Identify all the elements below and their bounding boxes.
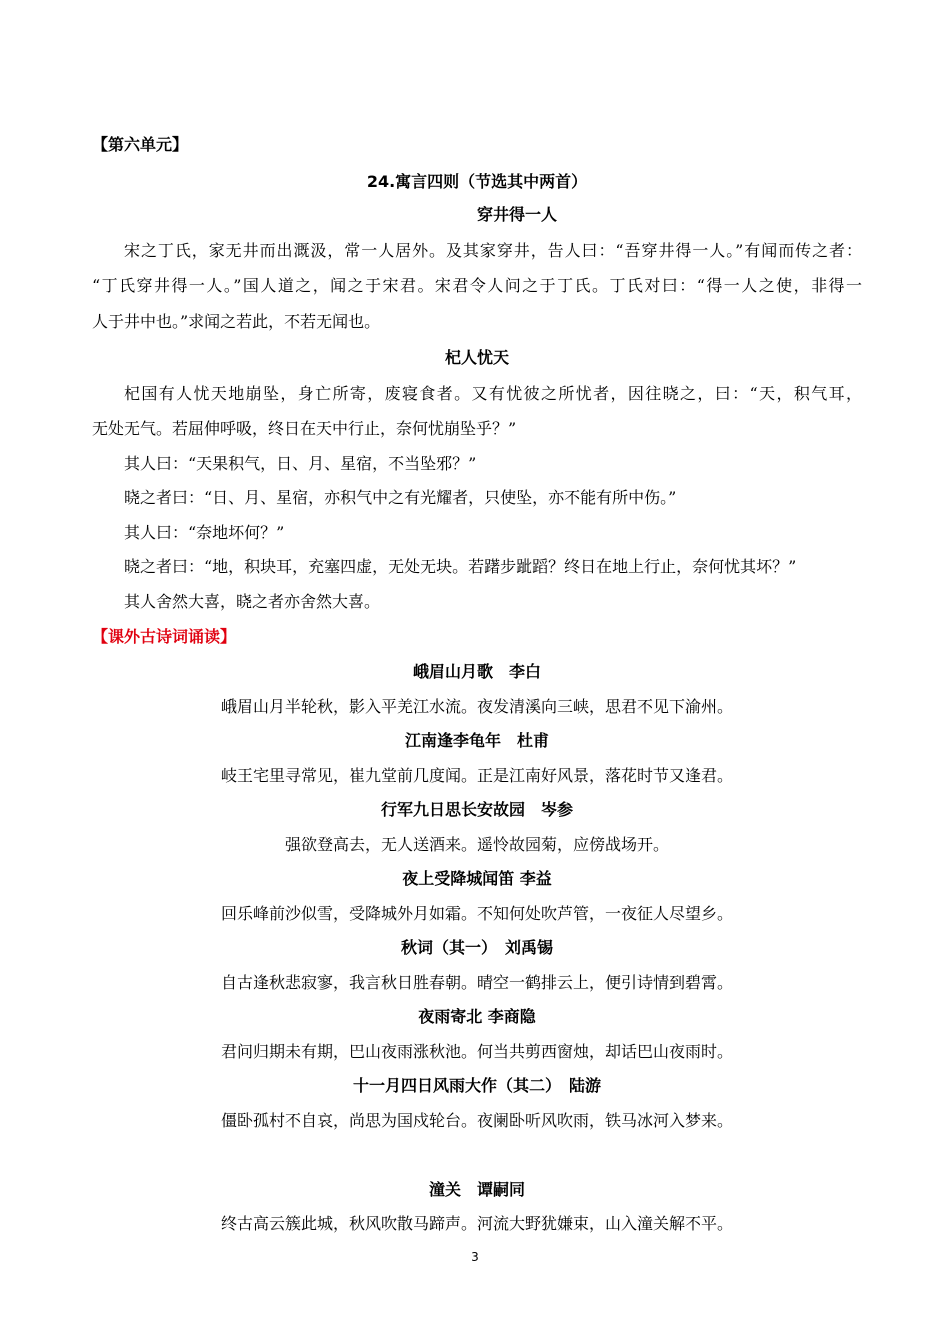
lesson-title: 24.寓言四则（节选其中两首） xyxy=(366,172,588,191)
fable2-line: 其人曰：“天果积气，日、月、星宿，不当坠邪？” xyxy=(124,454,477,473)
extra-reading-heading: 【课外古诗词诵读】 xyxy=(92,627,237,646)
poem-title: 行军九日思长安故园 岑参 xyxy=(380,800,573,819)
fable2-line: 杞国有人忧天地崩坠，身亡所寄，废寝食者。又有忧彼之所忧者，因往晓之，曰：“天，积气耳， xyxy=(124,384,862,403)
poem-title: 夜上受降城闻笛 李益 xyxy=(402,869,552,888)
poem-text: 终古高云簇此城，秋风吹散马蹄声。河流大野犹嫌束，山入潼关解不平。 xyxy=(220,1214,733,1233)
fable2-line: 其人曰：“奈地坏何？” xyxy=(124,523,285,542)
poem-text: 自古逢秋悲寂寥，我言秋日胜春朝。晴空一鹤排云上，便引诗情到碧霄。 xyxy=(220,973,733,992)
poem-title: 十一月四日风雨大作（其二） 陆游 xyxy=(352,1076,601,1095)
fable2-line: 其人舍然大喜，晓之者亦舍然大喜。 xyxy=(124,592,381,611)
fable2-title: 杞人忧天 xyxy=(444,348,509,367)
poem-text: 回乐峰前沙似雪，受降城外月如霜。不知何处吹芦管，一夜征人尽望乡。 xyxy=(220,904,733,923)
poem-title: 秋词（其一） 刘禹锡 xyxy=(400,938,553,957)
poem-title: 潼关 谭嗣同 xyxy=(428,1180,525,1199)
poem-title: 峨眉山月歌 李白 xyxy=(412,662,541,681)
fable2-line: 晓之者曰：“日、月、星宿，亦积气中之有光耀者，只使坠，亦不能有所中伤。” xyxy=(124,488,677,507)
fable2-line: 晓之者曰：“地，积块耳，充塞四虚，无处无块。若躇步跐蹈？终日在地上行止，奈何忧其坏？” xyxy=(124,557,797,576)
poem-text: 岐王宅里寻常见，崔九堂前几度闻。正是江南好风景，落花时节又逢君。 xyxy=(220,766,733,785)
fable1-line: 人于井中也。”求闻之若此，不若无闻也。 xyxy=(92,312,381,331)
page-number: 3 xyxy=(471,1250,479,1264)
fable2-line: 无处无气。若屈伸呼吸，终日在天中行止，奈何忧崩坠乎？” xyxy=(92,419,517,438)
unit-heading: 【第六单元】 xyxy=(92,135,189,154)
fable1-title: 穿井得一人 xyxy=(476,205,557,224)
poem-title: 夜雨寄北 李商隐 xyxy=(418,1007,536,1026)
poem-text: 强欲登高去，无人送酒来。遥怜故园菊，应傍战场开。 xyxy=(284,835,669,854)
poem-text: 僵卧孤村不自哀，尚思为国戍轮台。夜阑卧听风吹雨，铁马冰河入梦来。 xyxy=(220,1111,733,1130)
poem-text: 峨眉山月半轮秋，影入平羌江水流。夜发清溪向三峡，思君不见下渝州。 xyxy=(220,697,733,716)
fable1-line: 宋之丁氏，家无井而出溉汲，常一人居外。及其家穿井，告人曰：“吾穿井得一人。”有闻而传之者： xyxy=(124,241,862,260)
poem-title: 江南逢李龟年 杜甫 xyxy=(404,731,549,750)
fable1-line: “丁氏穿井得一人。”国人道之，闻之于宋君。宋君令人问之于丁氏。丁氏对曰：“得一人之使，非得一 xyxy=(92,276,862,295)
poem-text: 君问归期未有期，巴山夜雨涨秋池。何当共剪西窗烛，却话巴山夜雨时。 xyxy=(220,1042,733,1061)
